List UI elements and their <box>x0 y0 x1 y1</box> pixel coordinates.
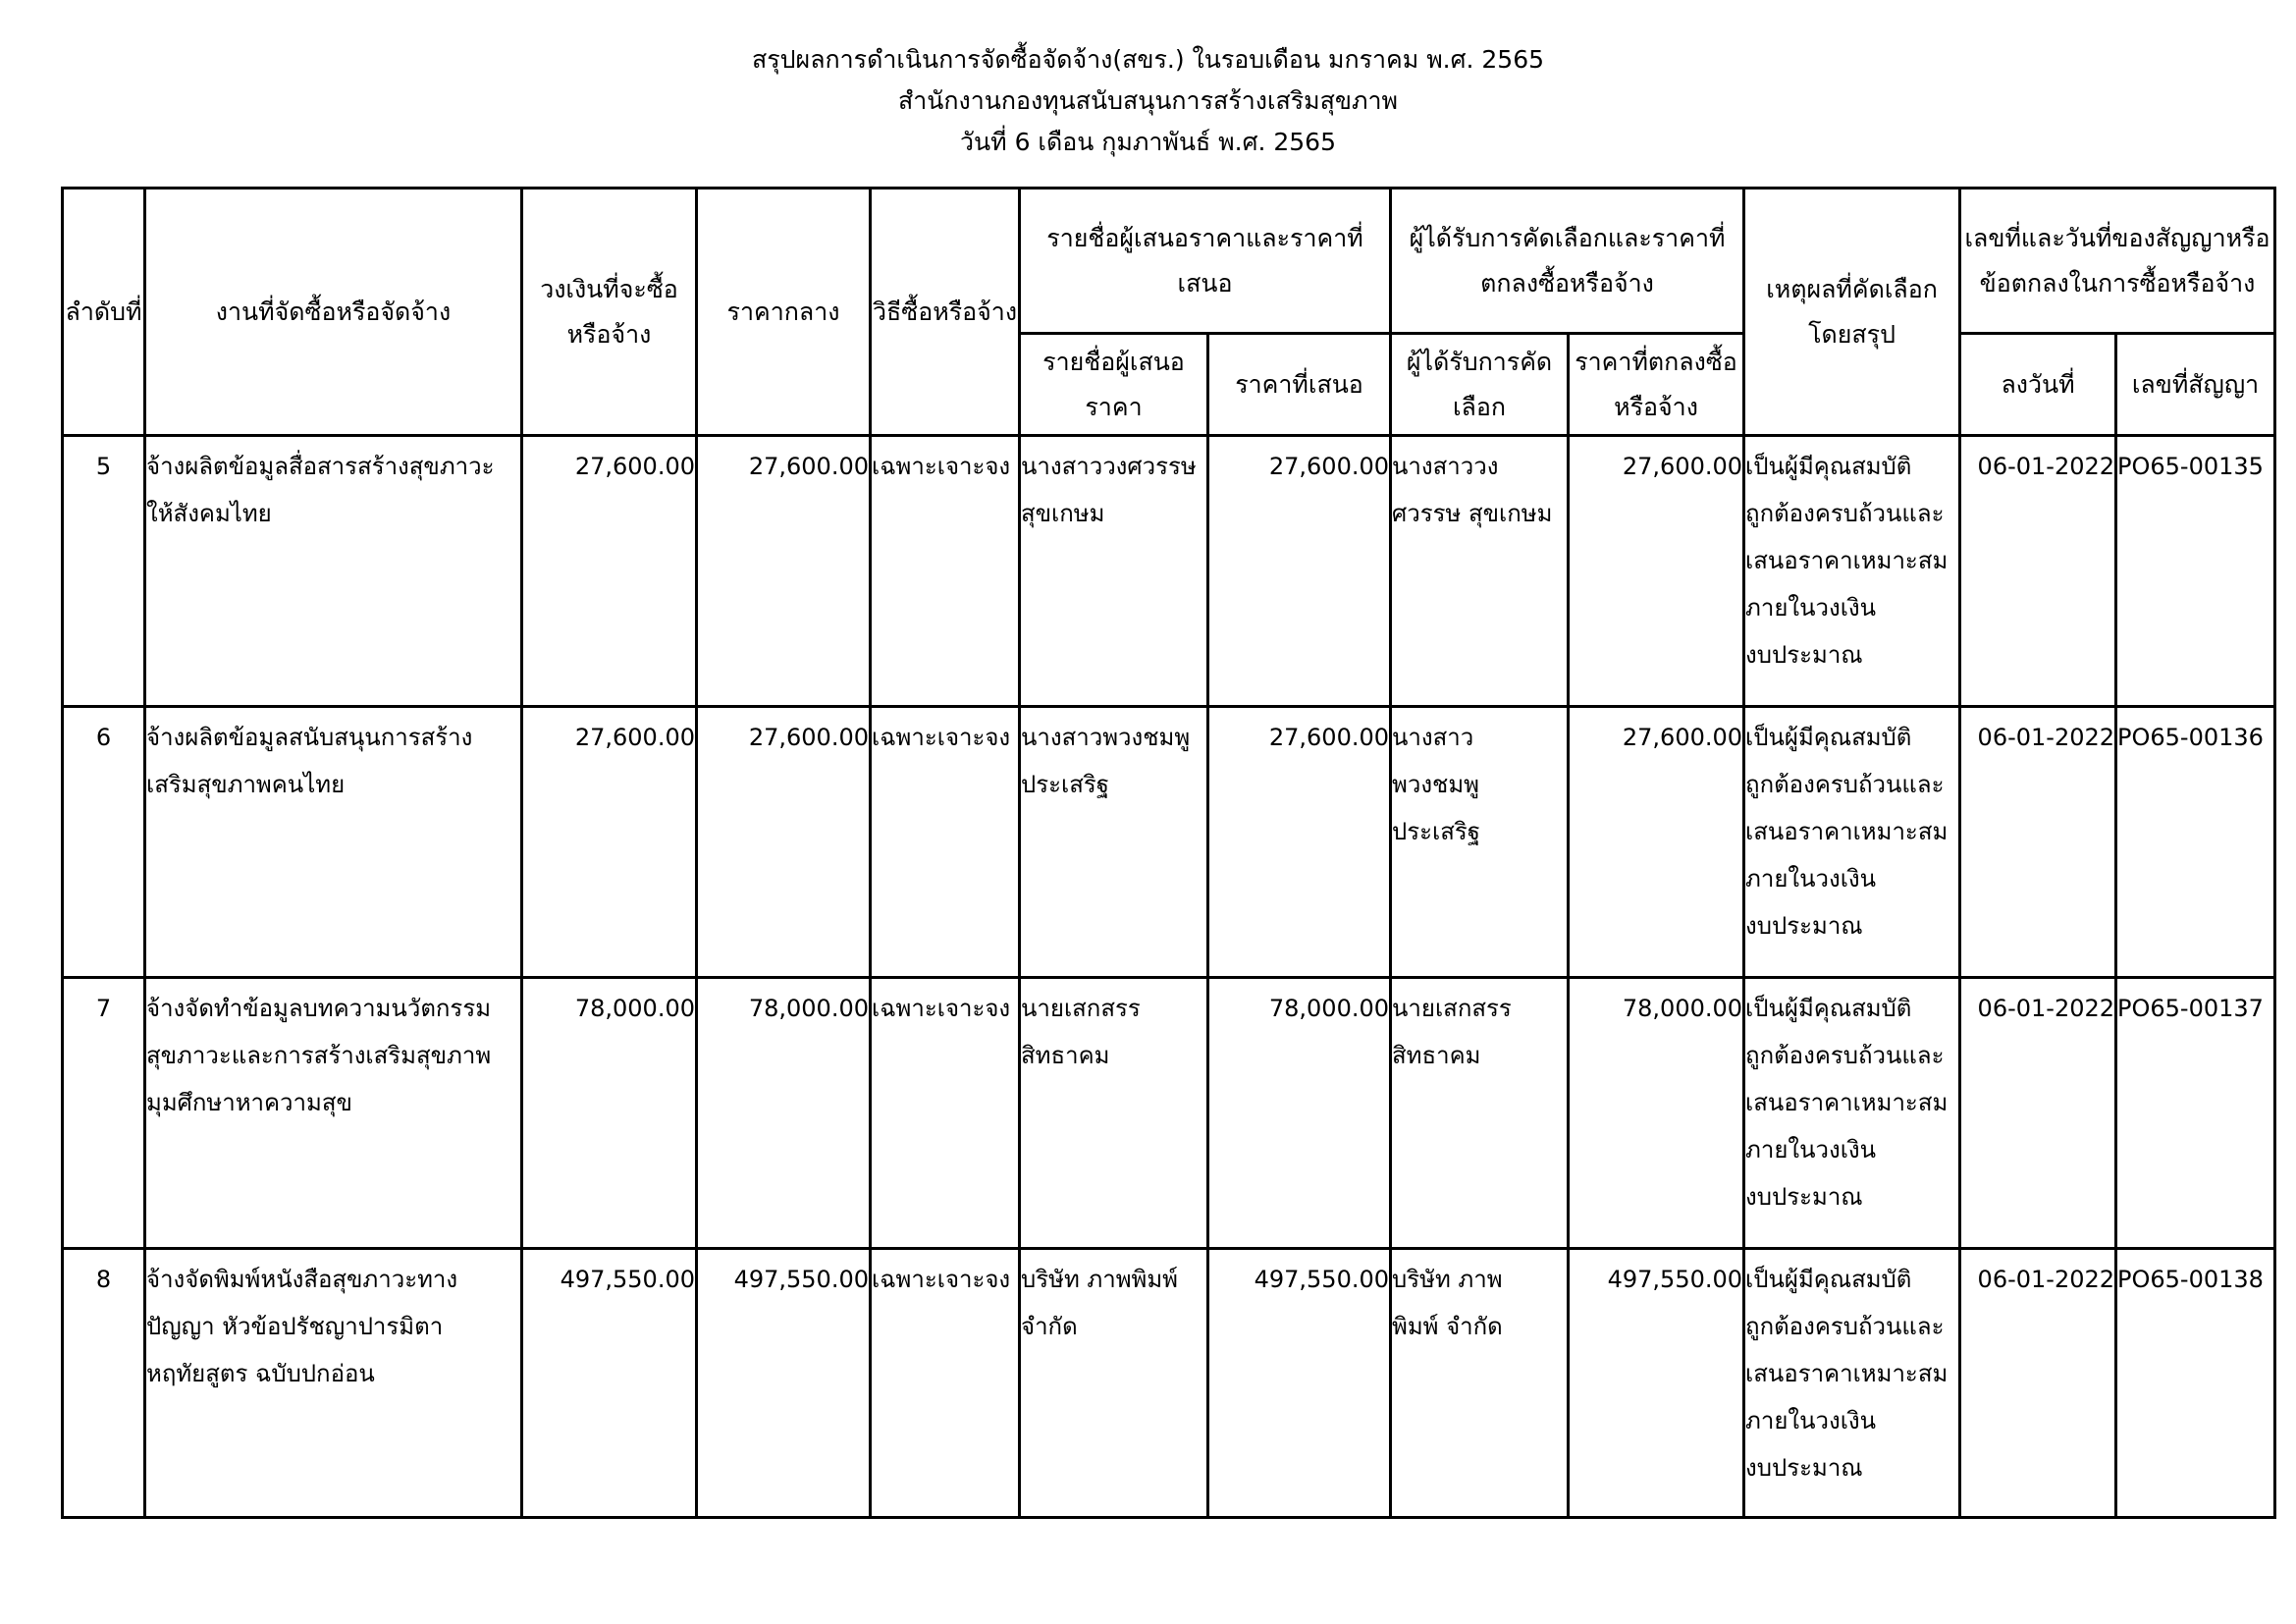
cell-median-price: 27,600.00 <box>697 436 871 707</box>
cell-bid-price: 27,600.00 <box>1208 436 1391 707</box>
cell-no: 6 <box>63 707 145 978</box>
cell-contract-no: PO65-00137 <box>2116 978 2275 1249</box>
cell-work: จ้างจัดทำข้อมูลบทความนวัตกรรม สุขภาวะและการสร้างเสริมสุขภาพ มุมศึกษาหาความสุข <box>145 978 522 1249</box>
organization-name: สำนักงานกองทุนสนับสนุนการสร้างเสริมสุขภาพ <box>897 86 1399 115</box>
header-contract-no: เลขที่สัญญา <box>2116 334 2275 436</box>
cell-agreed-price: 497,550.00 <box>1569 1249 1744 1518</box>
header-bidder-name: รายชื่อผู้เสนอราคา <box>1020 334 1208 436</box>
cell-agreed-price: 27,600.00 <box>1569 707 1744 978</box>
document-title: สรุปผลการดำเนินการจัดซื้อจัดจ้าง(สขร.) ในรอบเดือน มกราคม พ.ศ. 2565 <box>751 45 1545 74</box>
cell-no: 5 <box>63 436 145 707</box>
header-median-price: ราคากลาง <box>697 189 871 436</box>
table-row <box>63 978 2275 1249</box>
cell-date: 06-01-2022 <box>1960 1249 2116 1518</box>
header-contract-group: เลขที่และวันที่ของสัญญาหรือข้อตกลงในการซื้อหรือจ้าง <box>1960 189 2275 334</box>
cell-contract-no: PO65-00138 <box>2116 1249 2275 1518</box>
cell-median-price: 497,550.00 <box>697 1249 871 1518</box>
document-header <box>0 39 2296 163</box>
cell-budget: 27,600.00 <box>522 707 697 978</box>
cell-reason: เป็นผู้มีคุณสมบัติ ถูกต้องครบถ้วนและ เสนอราคาเหมาะสม ภายในวงเงิน งบประมาณ <box>1744 707 1960 978</box>
cell-selected: นายเสกสรร สิทธาคม <box>1391 978 1569 1249</box>
cell-selected: บริษัท ภาพ พิมพ์ จำกัด <box>1391 1249 1569 1518</box>
cell-budget: 78,000.00 <box>522 978 697 1249</box>
cell-bidder: นางสาววงศวรรษ สุขเกษม <box>1020 436 1208 707</box>
cell-no: 7 <box>63 978 145 1249</box>
cell-contract-no: PO65-00135 <box>2116 436 2275 707</box>
cell-date: 06-01-2022 <box>1960 707 2116 978</box>
cell-selected: นางสาว พวงชมพู ประเสริฐ <box>1391 707 1569 978</box>
cell-work: จ้างผลิตข้อมูลสนับสนุนการสร้าง เสริมสุขภาพคนไทย <box>145 707 522 978</box>
cell-bidder: บริษัท ภาพพิมพ์ จำกัด <box>1020 1249 1208 1518</box>
cell-date: 06-01-2022 <box>1960 436 2116 707</box>
cell-bid-price: 78,000.00 <box>1208 978 1391 1249</box>
cell-reason: เป็นผู้มีคุณสมบัติ ถูกต้องครบถ้วนและ เสนอราคาเหมาะสม ภายในวงเงิน งบประมาณ <box>1744 1249 1960 1518</box>
header-method: วิธีซื้อหรือจ้าง <box>871 189 1020 436</box>
cell-agreed-price: 27,600.00 <box>1569 436 1744 707</box>
table-row <box>63 436 2275 707</box>
cell-selected: นางสาววง ศวรรษ สุขเกษม <box>1391 436 1569 707</box>
cell-budget: 27,600.00 <box>522 436 697 707</box>
cell-bid-price: 497,550.00 <box>1208 1249 1391 1518</box>
table-row <box>63 707 2275 978</box>
cell-work: จ้างผลิตข้อมูลสื่อสารสร้างสุขภาวะ ให้สังคมไทย <box>145 436 522 707</box>
cell-budget: 497,550.00 <box>522 1249 697 1518</box>
cell-reason: เป็นผู้มีคุณสมบัติ ถูกต้องครบถ้วนและ เสนอราคาเหมาะสม ภายในวงเงิน งบประมาณ <box>1744 436 1960 707</box>
document-date: วันที่ 6 เดือน กุมภาพันธ์ พ.ศ. 2565 <box>960 128 1336 156</box>
cell-median-price: 27,600.00 <box>697 707 871 978</box>
cell-work: จ้างจัดพิมพ์หนังสือสุขภาวะทาง ปัญญา หัวข้อปรัชญาปารมิตา หฤทัยสูตร ฉบับปกอ่อน <box>145 1249 522 1518</box>
procurement-table <box>61 187 2276 1519</box>
header-reason: เหตุผลที่คัดเลือกโดยสรุป <box>1744 189 1960 436</box>
cell-method: เฉพาะเจาะจง <box>871 978 1020 1249</box>
header-agreed-price: ราคาที่ตกลงซื้อหรือจ้าง <box>1569 334 1744 436</box>
header-selected-group: ผู้ได้รับการคัดเลือกและราคาที่ตกลงซื้อหรือจ้าง <box>1391 189 1744 334</box>
header-date: ลงวันที่ <box>1960 334 2116 436</box>
cell-bid-price: 27,600.00 <box>1208 707 1391 978</box>
cell-bidder: นางสาวพวงชมพู ประเสริฐ <box>1020 707 1208 978</box>
cell-method: เฉพาะเจาะจง <box>871 1249 1020 1518</box>
header-no: ลำดับที่ <box>63 189 145 436</box>
header-work: งานที่จัดซื้อหรือจัดจ้าง <box>145 189 522 436</box>
cell-bidder: นายเสกสรร สิทธาคม <box>1020 978 1208 1249</box>
cell-median-price: 78,000.00 <box>697 978 871 1249</box>
cell-no: 8 <box>63 1249 145 1518</box>
cell-method: เฉพาะเจาะจง <box>871 707 1020 978</box>
header-selected-name: ผู้ได้รับการคัดเลือก <box>1391 334 1569 436</box>
header-bidders-group: รายชื่อผู้เสนอราคาและราคาที่เสนอ <box>1020 189 1391 334</box>
cell-date: 06-01-2022 <box>1960 978 2116 1249</box>
table-row <box>63 1249 2275 1518</box>
cell-contract-no: PO65-00136 <box>2116 707 2275 978</box>
cell-agreed-price: 78,000.00 <box>1569 978 1744 1249</box>
header-budget: วงเงินที่จะซื้อหรือจ้าง <box>522 189 697 436</box>
cell-reason: เป็นผู้มีคุณสมบัติ ถูกต้องครบถ้วนและ เสนอราคาเหมาะสม ภายในวงเงิน งบประมาณ <box>1744 978 1960 1249</box>
header-bid-price: ราคาที่เสนอ <box>1208 334 1391 436</box>
cell-method: เฉพาะเจาะจง <box>871 436 1020 707</box>
